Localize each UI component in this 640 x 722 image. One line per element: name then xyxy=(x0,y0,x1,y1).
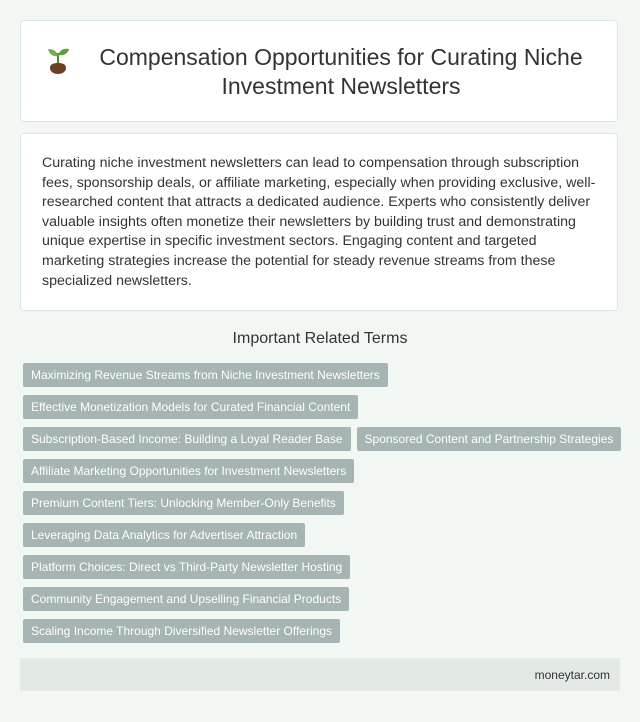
related-term-tag[interactable]: Leveraging Data Analytics for Advertiser Attraction xyxy=(23,523,305,547)
description-card xyxy=(20,133,618,311)
related-term-tag[interactable]: Effective Monetization Models for Curated Financial Content xyxy=(23,395,358,419)
related-term-tag[interactable]: Premium Content Tiers: Unlocking Member-Only Benefits xyxy=(23,491,344,515)
related-term-tag[interactable]: Affiliate Marketing Opportunities for Investment Newsletters xyxy=(23,459,354,483)
footer-site-link[interactable]: moneytar.com xyxy=(534,668,610,682)
title-card xyxy=(20,20,618,122)
related-term-tag[interactable]: Scaling Income Through Diversified Newsletter Offerings xyxy=(23,619,340,643)
description-text: Curating niche investment newsletters can lead to compensation through subscription fees, sponsorship deals, or affiliate marketing, especially when providing exclusive, well-researched content that attracts a dedicated audience. Experts who consistently deliver valuable insights often monetize their newsletters by building trust and demonstrating unique expertise in specific investment sectors. Engaging content and targeted marketing strategies increase the potential for steady revenue streams from these specialized newsletters. xyxy=(42,155,596,289)
related-term-tag[interactable]: Maximizing Revenue Streams from Niche Investment Newsletters xyxy=(23,363,388,387)
related-term-tag[interactable]: Subscription-Based Income: Building a Loyal Reader Base xyxy=(23,427,351,451)
related-terms-list xyxy=(23,363,623,651)
related-term-tag[interactable]: Platform Choices: Direct vs Third-Party Newsletter Hosting xyxy=(23,555,350,579)
page-title: Compensation Opportunities for Curating Niche Investment Newsletters xyxy=(99,44,583,99)
related-terms-heading: Important Related Terms xyxy=(232,330,408,347)
footer xyxy=(20,658,620,691)
related-term-tag[interactable]: Community Engagement and Upselling Financial Products xyxy=(23,587,349,611)
related-term-tag[interactable]: Sponsored Content and Partnership Strategies xyxy=(357,427,622,451)
